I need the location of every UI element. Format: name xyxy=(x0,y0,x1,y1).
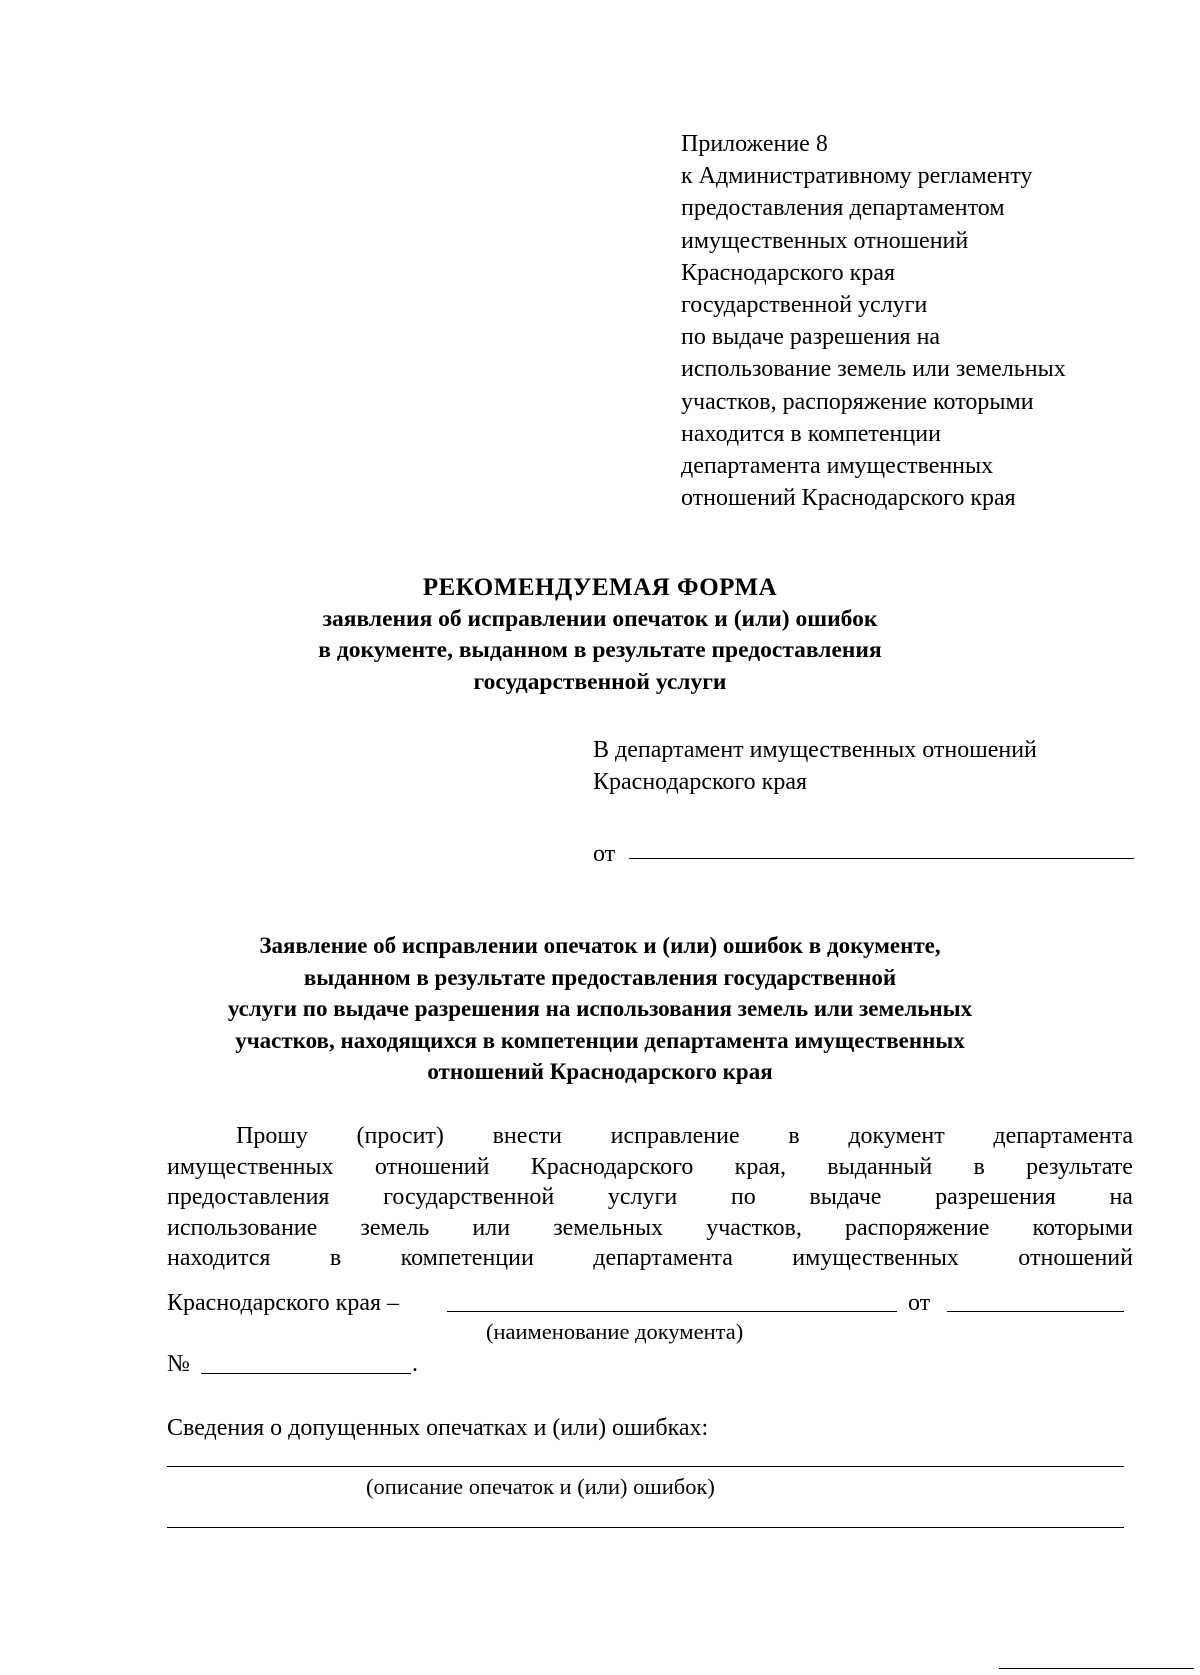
word: распоряжение xyxy=(844,1214,990,1241)
errors-description-field-2[interactable] xyxy=(167,1527,1124,1528)
document-name-field[interactable] xyxy=(447,1311,897,1312)
form-title-heading: РЕКОМЕНДУЕМАЯ ФОРМА xyxy=(422,574,778,601)
word: имущественных xyxy=(792,1245,959,1271)
word: или xyxy=(472,1214,511,1241)
request-paragraph xyxy=(167,1121,1133,1274)
word: края, xyxy=(734,1153,787,1180)
word: в xyxy=(788,1123,800,1149)
word: на xyxy=(1109,1184,1133,1210)
number-label: № xyxy=(167,1351,190,1377)
word: документ xyxy=(848,1123,945,1149)
number-end: . xyxy=(412,1351,418,1377)
appendix-line: Приложение 8 xyxy=(681,131,828,157)
appendix-line: использование земель или земельных xyxy=(681,356,1066,383)
statement-title-line: участков, находящихся в компетенции департамента имущественных xyxy=(235,1027,965,1053)
addressee-block xyxy=(593,734,1037,798)
word: компетенции xyxy=(400,1245,534,1271)
addressee-line: Краснодарского края xyxy=(593,769,808,795)
word: находится xyxy=(167,1245,271,1271)
paragraph-line xyxy=(167,1152,1133,1183)
errors-caption: (описание опечаток и (или) ошибок) xyxy=(366,1474,715,1499)
word: выдаче xyxy=(809,1184,882,1210)
form-title-line: государственной услуги xyxy=(473,668,727,695)
form-title-line: в документе, выданном в результате предоставления xyxy=(318,637,882,663)
appendix-line: департамента имущественных xyxy=(681,453,994,480)
word: выданный xyxy=(827,1153,933,1180)
word: использование xyxy=(167,1214,318,1241)
word: отношений xyxy=(1018,1245,1133,1271)
appendix-line: участков, распоряжение которыми xyxy=(681,388,1034,415)
statement-title-line: Заявление об исправлении опечаток и (или) ошибок в документе, xyxy=(259,933,941,958)
appendix-line: находится в компетенции xyxy=(681,420,941,447)
form-title xyxy=(200,572,1000,698)
appendix-block xyxy=(681,128,1151,514)
statement-title-line: услуги по выдаче разрешения на использования земель или земельных xyxy=(227,996,973,1021)
word: в xyxy=(329,1245,342,1271)
document-name-caption: (наименование документа) xyxy=(486,1319,744,1344)
statement-title-line: выданном в результате предоставления государственной xyxy=(303,964,897,990)
appendix-line: по выдаче разрешения на xyxy=(681,324,941,351)
word: предоставления xyxy=(167,1184,330,1210)
applicant-name-field[interactable] xyxy=(629,858,1134,859)
from-label: от xyxy=(593,841,616,867)
addressee-line: В департамент имущественных отношений xyxy=(593,737,1037,763)
appendix-line: государственной услуги xyxy=(681,292,928,319)
appendix-line: имущественных отношений xyxy=(681,227,969,254)
word: внести xyxy=(492,1123,562,1149)
word: имущественных xyxy=(167,1153,334,1180)
word: в xyxy=(973,1153,985,1180)
appendix-line: Краснодарского края xyxy=(681,259,896,286)
line6-from-label: от xyxy=(908,1290,931,1316)
appendix-line: отношений Краснодарского края xyxy=(681,485,1016,512)
paragraph-line xyxy=(167,1121,1133,1152)
word: услуги xyxy=(607,1184,678,1210)
word: отношений xyxy=(374,1153,490,1180)
word: результате xyxy=(1026,1153,1133,1180)
errors-label: Сведения о допущенных опечатках и (или) ошибках: xyxy=(167,1415,709,1441)
word: по xyxy=(730,1184,756,1210)
form-title-line: заявления об исправлении опечаток и (или) ошибок xyxy=(322,605,878,632)
statement-title-line: отношений Краснодарского края xyxy=(427,1059,773,1084)
appendix-line: предоставления департаментом xyxy=(681,195,1005,222)
paragraph-line xyxy=(167,1182,1133,1213)
word: государственной xyxy=(383,1184,555,1210)
word: земельных xyxy=(553,1214,664,1241)
document-date-field[interactable] xyxy=(947,1311,1124,1312)
word: департамента xyxy=(593,1245,733,1271)
page-edge-line xyxy=(999,1668,1194,1669)
word: разрешения xyxy=(935,1184,1056,1210)
paragraph-line xyxy=(167,1213,1133,1244)
word: исправление xyxy=(610,1123,740,1149)
word: Прошу xyxy=(236,1123,308,1149)
word: (просит) xyxy=(356,1123,444,1149)
word: Краснодарского xyxy=(530,1153,694,1180)
document-number-field[interactable] xyxy=(201,1373,411,1374)
word: департамента xyxy=(993,1123,1133,1149)
appendix-line: к Административному регламенту xyxy=(681,163,1033,190)
statement-title xyxy=(150,930,1050,1088)
line6-start: Краснодарского края – xyxy=(167,1290,400,1316)
word: участков, xyxy=(706,1214,802,1241)
word: которыми xyxy=(1032,1214,1133,1241)
word: земель xyxy=(360,1214,430,1241)
errors-description-field[interactable] xyxy=(167,1466,1124,1467)
paragraph-line xyxy=(167,1243,1133,1274)
